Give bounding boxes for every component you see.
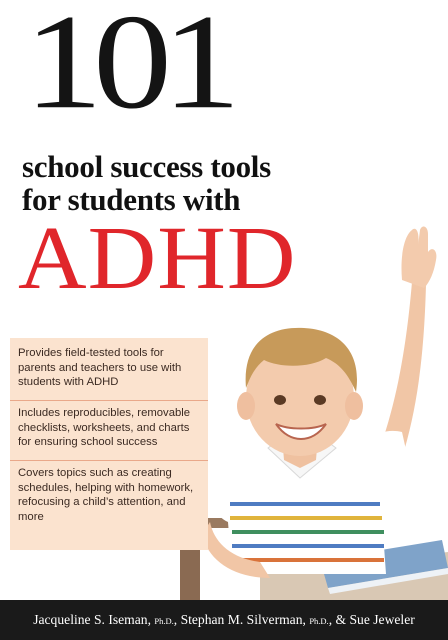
- author-separator: ,: [173, 612, 181, 627]
- panel-divider: [10, 460, 208, 461]
- panel-divider: [10, 400, 208, 401]
- feature-item: Provides field-tested tools for parents and teachers to use with students with ADHD: [18, 347, 182, 389]
- feature-item: Includes reproducibles, removable checklists, worksheets, and charts for ensuring school success: [18, 407, 191, 449]
- author-degree: Ph.D.: [309, 616, 329, 626]
- title-line-1: school success tools: [22, 149, 271, 184]
- title-highlight: ADHD: [18, 207, 297, 308]
- author-credits: Jacqueline S. Iseman, Ph.D., Stephan M. Silverman, Ph.D., & Sue Jeweler: [33, 612, 415, 627]
- author-separator: , &: [328, 612, 350, 627]
- author-name: Stephan M. Silverman: [180, 612, 303, 627]
- feature-item: Covers topics such as creating schedules, helping with homework, refocusing a child’s attention, and more: [18, 467, 194, 523]
- title-line-2: for students with: [22, 182, 241, 217]
- authors-bar: [0, 600, 448, 640]
- title-number: 101: [24, 0, 231, 138]
- features-panel: [10, 338, 208, 550]
- author-degree: Ph.D.: [154, 616, 174, 626]
- author-name: Jacqueline S. Iseman: [33, 612, 148, 627]
- author-name: Sue Jeweler: [349, 612, 415, 627]
